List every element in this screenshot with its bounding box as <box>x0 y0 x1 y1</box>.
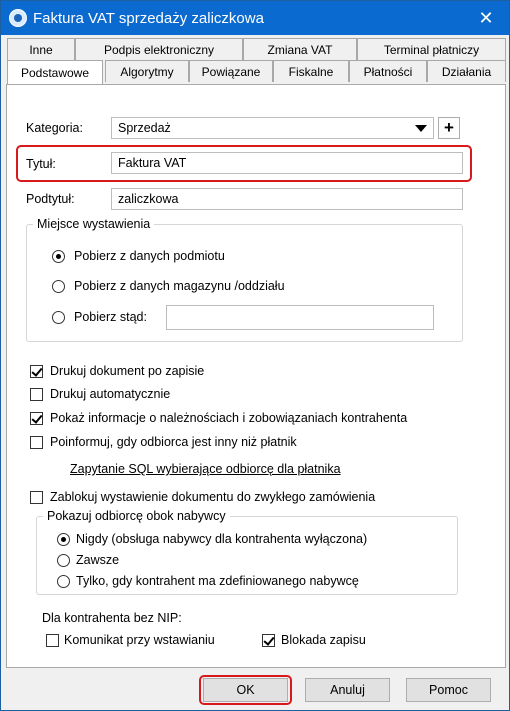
radio-pobierz-stad-label: Pobierz stąd: <box>74 310 147 324</box>
close-icon[interactable]: ✕ <box>478 7 494 28</box>
tab-page-podstawowe <box>6 84 506 668</box>
anuluj-button[interactable]: Anuluj <box>305 678 390 702</box>
podtytul-label: Podtytuł: <box>26 192 75 206</box>
checkbox-pokaz-naleznosci-label: Pokaż informacje o należnościach i zobowiązaniach kontrahenta <box>50 411 408 425</box>
ok-button[interactable]: OK <box>203 678 288 702</box>
podtytul-input[interactable]: zaliczkowa <box>111 188 463 210</box>
checkbox-komunikat-label: Komunikat przy wstawianiu <box>64 633 215 647</box>
checkbox-drukuj-automatycznie[interactable] <box>30 388 43 401</box>
tab-fiskalne[interactable]: Fiskalne <box>273 60 349 82</box>
checkbox-blokada-label: Blokada zapisu <box>281 633 366 647</box>
miejsce-legend: Miejsce wystawienia <box>33 217 154 231</box>
kategoria-value: Sprzedaż <box>118 121 171 135</box>
nip-label: Dla kontrahenta bez NIP: <box>42 611 182 625</box>
checkbox-blokada[interactable] <box>262 634 275 647</box>
radio-zawsze-label: Zawsze <box>76 553 120 567</box>
radio-pobierz-podmiot[interactable] <box>52 250 65 263</box>
radio-tylko-gdy[interactable] <box>57 575 70 588</box>
radio-nigdy-label: Nigdy (obsługa nabywcy dla kontrahenta wyłączona) <box>76 532 368 546</box>
radio-pobierz-podmiot-label: Pobierz z danych podmiotu <box>74 249 225 263</box>
radio-pobierz-stad[interactable] <box>52 311 65 324</box>
radio-pobierz-magazyn[interactable] <box>52 280 65 293</box>
kategoria-select[interactable] <box>111 117 434 139</box>
pokazuj-legend: Pokazuj odbiorcę obok nabywcy <box>43 509 230 523</box>
checkbox-drukuj-po-zapisie-label: Drukuj dokument po zapisie <box>50 364 205 378</box>
stad-input[interactable] <box>166 305 434 330</box>
checkbox-drukuj-po-zapisie[interactable] <box>30 365 43 378</box>
radio-pobierz-magazyn-label: Pobierz z danych magazynu /oddziału <box>74 279 285 293</box>
tab-podstawowe[interactable]: Podstawowe <box>7 60 103 84</box>
title-bar <box>1 1 509 35</box>
tab-terminal-platniczy[interactable]: Terminal płatniczy <box>357 38 506 60</box>
tab-inne[interactable]: Inne <box>7 38 75 60</box>
pomoc-button[interactable]: Pomoc <box>406 678 491 702</box>
tab-dzialania[interactable]: Działania <box>427 60 506 82</box>
checkbox-zablokuj[interactable] <box>30 491 43 504</box>
tab-zmiana-vat[interactable]: Zmiana VAT <box>243 38 357 60</box>
tab-platnosci[interactable]: Płatności <box>349 60 427 82</box>
radio-tylko-gdy-label: Tylko, gdy kontrahent ma zdefiniowanego nabywcę <box>76 574 359 588</box>
tab-powiazane[interactable]: Powiązane <box>189 60 273 82</box>
radio-nigdy[interactable] <box>57 533 70 546</box>
checkbox-komunikat[interactable] <box>46 634 59 647</box>
checkbox-zablokuj-label: Zablokuj wystawienie dokumentu do zwykłego zamówienia <box>50 490 376 504</box>
kategoria-label: Kategoria: <box>26 121 83 135</box>
chevron-down-icon <box>415 125 427 132</box>
tab-podpis-elektroniczny[interactable]: Podpis elektroniczny <box>75 38 243 60</box>
radio-zawsze[interactable] <box>57 554 70 567</box>
app-icon <box>9 9 27 27</box>
add-kategoria-button[interactable]: + <box>438 117 460 139</box>
checkbox-poinformuj[interactable] <box>30 436 43 449</box>
tab-algorytmy[interactable]: Algorytmy <box>105 60 189 82</box>
checkbox-drukuj-automatycznie-label: Drukuj automatycznie <box>50 387 171 401</box>
checkbox-poinformuj-label: Poinformuj, gdy odbiorca jest inny niż płatnik <box>50 435 297 449</box>
tytul-label: Tytuł: <box>26 157 56 171</box>
tytul-input[interactable]: Faktura VAT <box>111 152 463 174</box>
sql-link[interactable]: Zapytanie SQL wybierające odbiorcę dla płatnika <box>70 462 341 476</box>
checkbox-pokaz-naleznosci[interactable] <box>30 412 43 425</box>
window-title: Faktura VAT sprzedaży zaliczkowa <box>33 10 264 27</box>
